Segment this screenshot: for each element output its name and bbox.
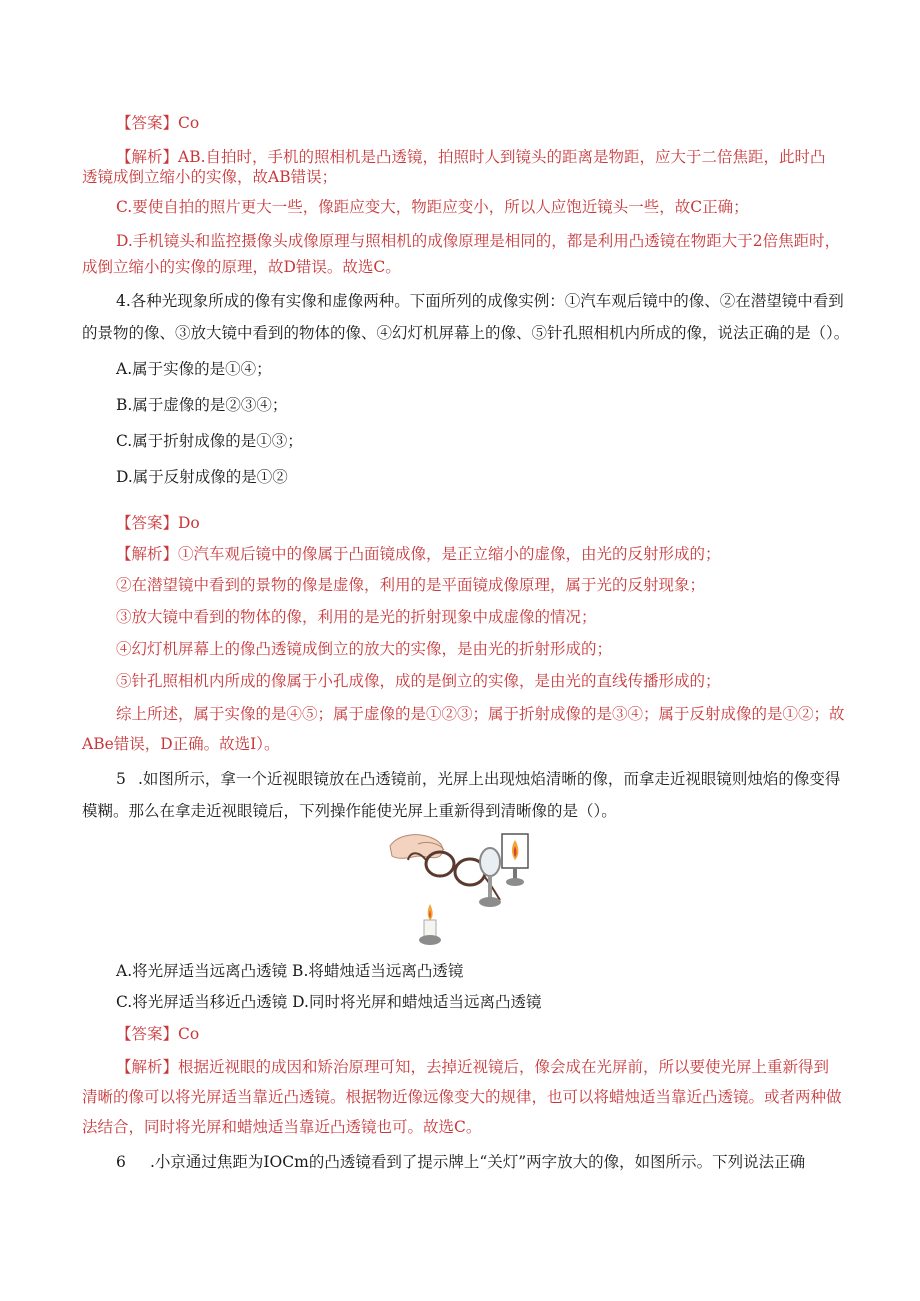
q4-analysis-line: ABe错误，D正确。故选I）。	[82, 735, 280, 753]
q5-answer: 【答案】Co	[116, 1025, 200, 1043]
q4-answer: 【答案】Do	[116, 514, 200, 532]
q4-analysis-line: 【解析】①汽车观后镜中的像属于凸面镜成像，是正立缩小的虚像，由光的反射形成的；	[116, 545, 721, 563]
q4-stem: 4.各种光现象所成的像有实像和虚像两种。下面所列的成像实例：①汽车观后镜中的像、②在潜望镜中看到	[116, 292, 844, 310]
q3-analysis-d: D.手机镜头和监控摄像头成像原理与照相机的成像原理是相同的，都是利用凸透镜在物距大于2倍焦距时，	[116, 232, 841, 250]
q4-analysis-line: ④幻灯机屏幕上的像凸透镜成倒立的放大的实像，是由光的折射形成的；	[116, 640, 613, 658]
q3-analysis-line: 【解析】AB.自拍时，手机的照相机是凸透镜，拍照时人到镜头的距离是物距，应大于二倍焦距，此时凸	[116, 148, 826, 166]
optics-experiment-figure	[388, 830, 534, 950]
screen-icon	[502, 834, 528, 886]
q6-stem: .小京通过焦距为IOCm的凸透镜看到了提示牌上“关灯”两字放大的像，如图所示。下列说法正确	[150, 1153, 806, 1171]
q5-analysis-line: 【解析】根据近视眼的成因和矫治原理可知，去掉近视镜后，像会成在光屏前，所以要使光屏上重新得到	[116, 1058, 830, 1076]
q3-answer: 【答案】Co	[116, 114, 200, 132]
q4-option-c: C.属于折射成像的是①③；	[116, 432, 303, 450]
q5-options: C.将光屏适当移近凸透镜 D.同时将光屏和蜡烛适当远离凸透镜	[116, 993, 542, 1011]
hand-icon	[390, 835, 444, 859]
q4-analysis-line: 综上所述，属于实像的是④⑤；属于虚像的是①②③；属于折射成像的是③④；属于反射成像的是①②；故	[116, 705, 845, 723]
q5-options: A.将光屏适当远离凸透镜 B.将蜡烛适当远离凸透镜	[116, 962, 464, 980]
q3-analysis-d: 成倒立缩小的实像的原理，故D错误。故选C。	[82, 258, 401, 276]
q4-option-b: B.属于虚像的是②③④；	[116, 396, 288, 414]
q3-analysis-c: C.要使自拍的照片更大一些，像距应变大，物距应变小，所以人应饱近镜头一些，故C正确；	[116, 198, 749, 216]
q5-stem: 模糊。那么在拿走近视眼镜后，下列操作能使光屏上重新得到清晰像的是（）。	[82, 802, 617, 820]
q4-stem: 的景物的像、③放大镜中看到的物体的像、④幻灯机屏幕上的像、⑤针孔照相机内所成的像，说法正确的是（）。	[82, 324, 850, 342]
q5-analysis-line: 法结合，同时将光屏和蜡烛适当靠近凸透镜也可。故选C。	[82, 1118, 482, 1136]
q5-number: 5	[116, 770, 126, 788]
q5-stem: .如图所示，拿一个近视眼镜放在凸透镜前，光屏上出现烛焰清晰的像，而拿走近视眼镜则烛焰的像变得	[138, 770, 841, 788]
candle-icon	[419, 904, 441, 945]
q4-analysis-line: ②在潜望镜中看到的景物的像是虚像，利用的是平面镜成像原理，属于光的反射现象；	[116, 576, 706, 594]
q6-number: 6	[116, 1153, 126, 1171]
q5-analysis-line: 清晰的像可以将光屏适当靠近凸透镜。根据物近像远像变大的规律，也可以将蜡烛适当靠近凸透镜。或者两种做	[82, 1088, 842, 1106]
q4-option-a: A.属于实像的是①④；	[116, 360, 272, 378]
q4-option-d: D.属于反射成像的是①②	[116, 468, 288, 486]
q4-analysis-line: ③放大镜中看到的物体的像，利用的是光的折射现象中成虚像的情况；	[116, 608, 597, 626]
q4-analysis-line: ⑤针孔照相机内所成的像属于小孔成像，成的是倒立的实像，是由光的直线传播形成的；	[116, 672, 721, 690]
q3-analysis-line: 透镜成倒立缩小的实像，故AB错误；	[82, 168, 338, 186]
